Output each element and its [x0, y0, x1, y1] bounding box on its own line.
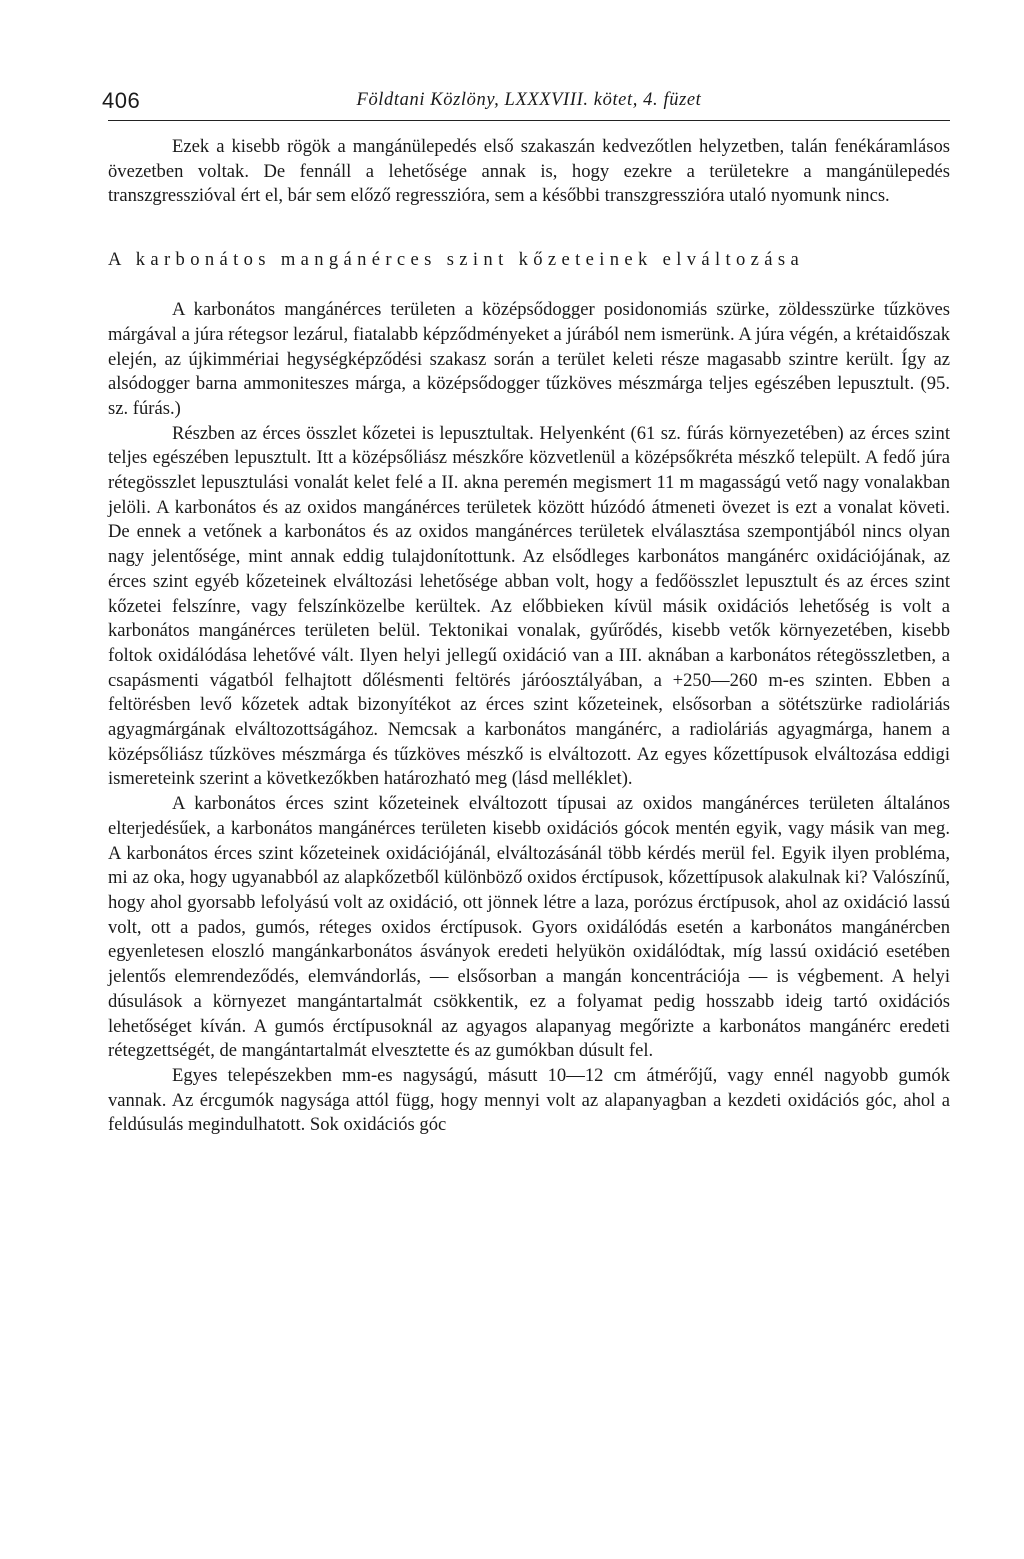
paragraph-1: A karbonátos mangánérces területen a középsődogger posidonomiás szürke, zöldesszürke tűzköves márgával a júra rétegsor lezárul, fiatalabb képződményeket a júrából nem ismerünk. A júra végén, a krétaidőszak elején, az újkimmériai hegységképződési szakasz során a terület keleti része magasabb szintre került. Így az alsódogger barna ammoniteszes márga, a középsődogger tűzköves mészmárga teljes egészében lepusztult. (95. sz. fúrás.) [108, 299, 950, 419]
body-text [108, 135, 950, 1138]
paragraph-4: Egyes telepészekben mm-es nagyságú, másutt 10—12 cm átmérőjű, vagy ennél nagyobb gumók vannak. Az ércgumók nagysága attól függ, hogy mennyi volt az alapanyagban a kezdeti oxidációs góc, ahol a feldúsulás megindulhatott. Sok oxidációs góc [108, 1064, 950, 1136]
paragraph-3: A karbonátos érces szint kőzeteinek elváltozott típusai az oxidos mangánérces területen általános elterjedésűek, a karbonátos mangánérces területen kisebb oxidációs gócok mentén egyik, vagy másik van meg. A karbonátos érces szint kőzeteinek oxidációjánál, elváltozásánál több kérdés merül fel. Egyik ilyen probléma, mi az oka, hogy ugyanabból az alapkőzetből különböző oxidos érctípusok, kőzettípusok alakulnak ki? Valószínű, hogy ahol gyorsabb lefolyású volt az oxidáció, ott jönnek létre a laza, porózus érctípusok, ahol az oxidáció lassú volt, ott a pados, gumós, réteges oxidos érctípusok. Gyors oxidálódás esetén a karbonátos mangánércben egyenletesen eloszló mangánkarbonátos ásványok eredeti helyükön oxidálódtak, míg lassú oxidáció esetében jelentős elemrendeződés, elemvándorlás, — elsősorban a mangán koncentrációja — is végbement. A helyi dúsulások a környezet mangántartalmát csökkentik, ez a folyamat pedig hosszabb ideig tartó oxidációs lehetőséget kíván. A gumós érctípusoknál az agyagos alapanyag megőrizte a karbonátos mangánérc eredeti rétegzettségét, de mangántartalmát elvesztette és az gumókban dúsult fel. [108, 793, 950, 1062]
intro-paragraph: Ezek a kisebb rögök a mangánülepedés első szakaszán kedvezőtlen helyzetben, talán fenékáramlásos övezetben voltak. De fennáll a lehetősége annak is, hogy ezekre a területekre a mangánülepedés transzgresszióval ért el, bár sem előző regresszióra, sem a későbbi transzgresszióra utaló nyomunk nincs. [108, 136, 950, 207]
section-heading: A karbonátos mangánérces szint kőzeteinek elváltozása [108, 249, 805, 271]
journal-title: Földtani Közlöny, LXXXVIII. kötet, 4. füzet [356, 90, 702, 110]
journal-page [102, 84, 950, 1138]
running-head [102, 84, 950, 121]
page-number: 406 [102, 88, 141, 113]
paragraph-2: Részben az érces összlet kőzetei is lepusztultak. Helyenként (61 sz. fúrás környezetében) az érces szint teljes egészében lepusztult. Itt a középsőliász mészkőre közvetlenül a középsőkréta mészkő települt. A fedő júra rétegösszlet lepusztulási vonalát kelet felé a II. akna peremén megismert 11 m magasságú vető nagy vonalakban jelöli. A karbonátos és az oxidos mangánérces területek között húzódó átmeneti övezet is ezt a vonalat követi. De ennek a vetőnek a karbonátos és az oxidos mangánérces területek elválasztása szempontjából nincs olyan nagy jelentősége, mint annak eddig tulajdonítottunk. Az elsődleges karbonátos mangánérc oxidációjának, az érces szint egyéb kőzeteinek elváltozási lehetősége abban volt, hogy a fedőösszlet lepusztult és az érces szint kőzetei felszínre, vagy felszínközelbe kerültek. Az előbbieken kívül másik oxidációs lehetőség is volt a karbonátos mangánérces területen belül. Tektonikai vonalak, gyűrődés, kisebb vetők környezetében, kisebb foltok oxidálódása lehetővé vált. Ilyen helyi jellegű oxidáció van a III. aknában a karbonátos rétegösszletben, a csapásmenti vágatból felhajtott dőlésmenti feltörés járóosztályában, a +250—260 m-es szinten. Ebben a feltörésben levő kőzetek adtak bizonyítékot az érces szint kőzeteinek, elsősorban a sötétszürke radioláriás agyagmárgának elváltozottságához. Nemcsak a karbonátos mangánérc, a radioláriás agyagmárga, hanem a középsőliász tűzköves mészmárga és tűzköves mészkő is elváltozott. Az egyes kőzettípusok elváltozása eddigi ismereteink szerint a következőkben határozható meg (lásd melléklet). [108, 422, 950, 790]
